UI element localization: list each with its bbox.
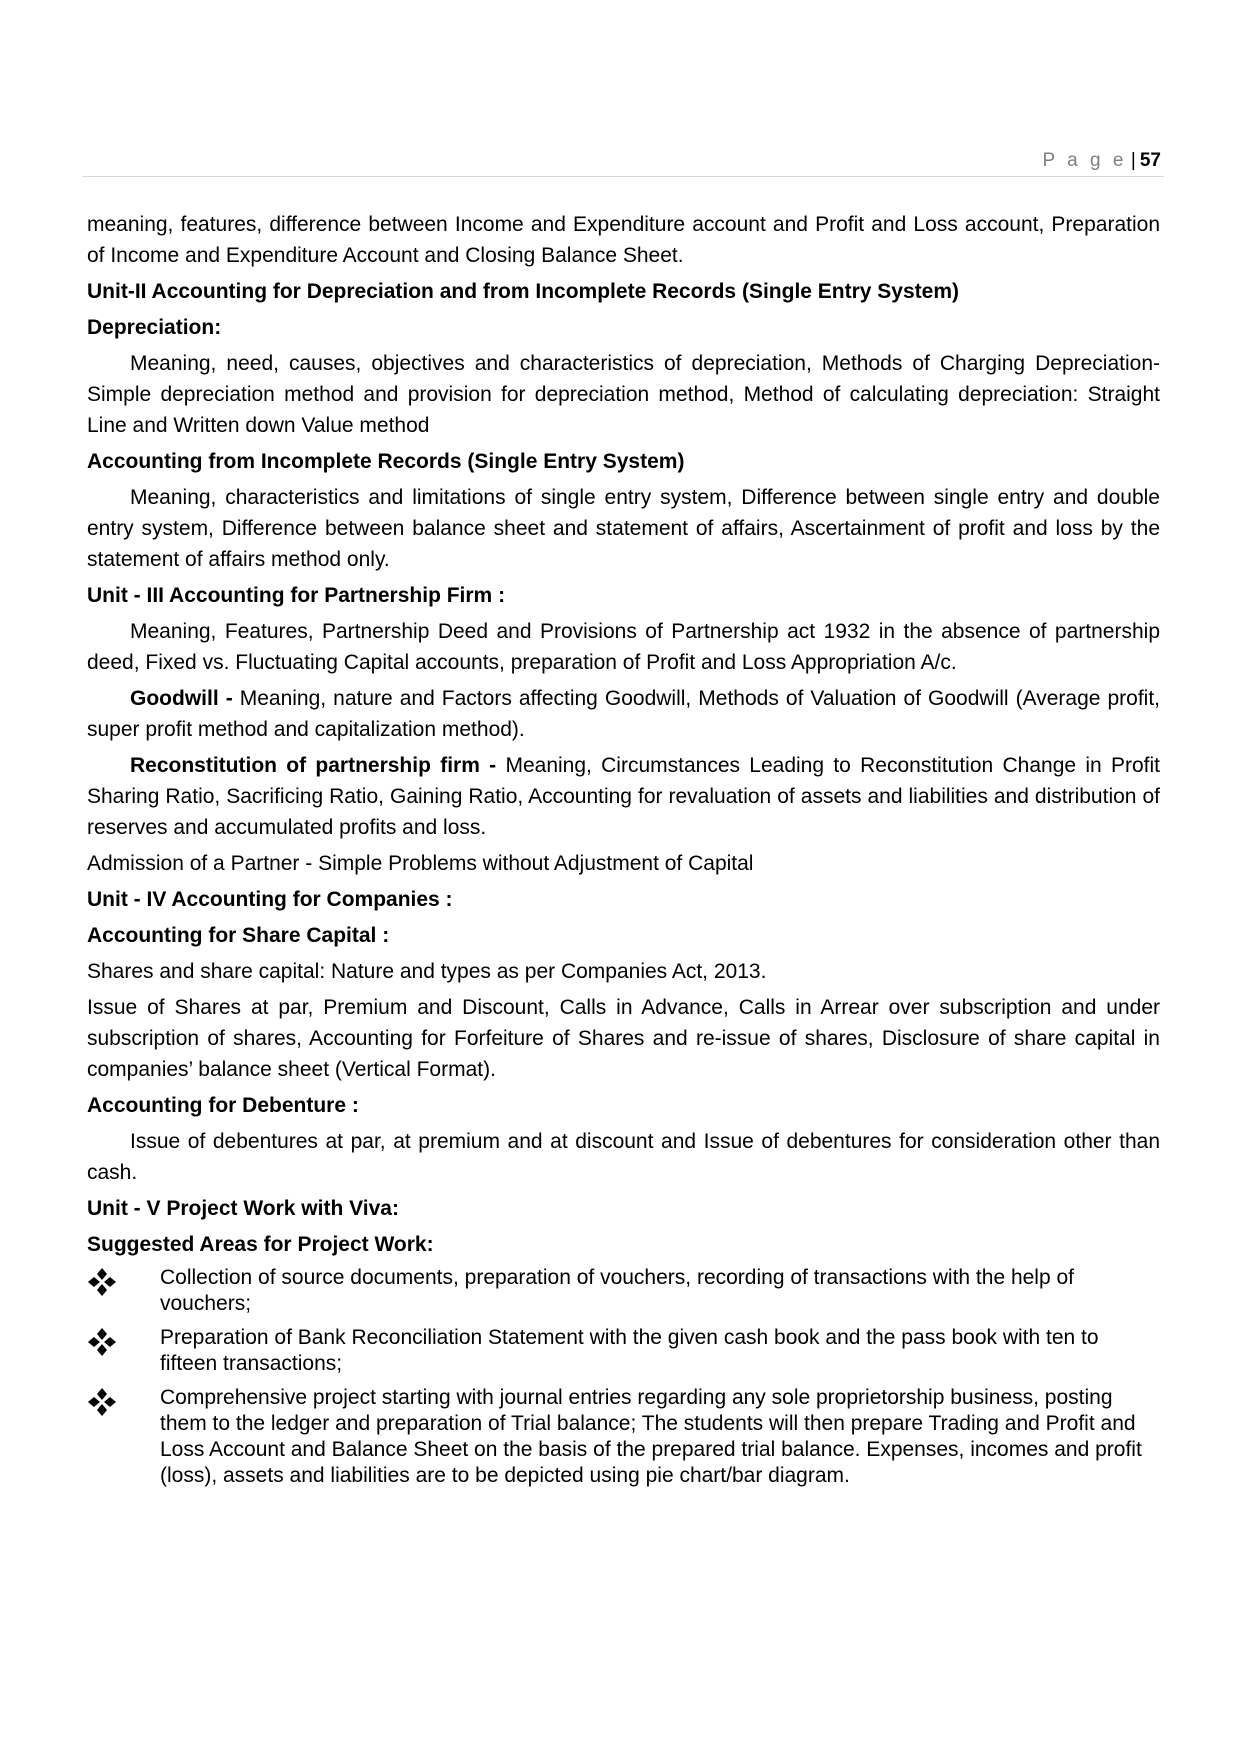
page-separator: |: [1130, 150, 1136, 171]
issue-of-shares-paragraph: Issue of Shares at par, Premium and Discount, Calls in Advance, Calls in Arrear over subscription and under subscription of shares, Accounting for Forfeiture of Shares and re-issue of shares, Disclosure of share capital in companies’ balance sheet (Vertical Format).: [87, 996, 1160, 1081]
four-diamond-bullet-icon: [87, 1327, 117, 1357]
list-item-text: Collection of source documents, preparation of vouchers, recording of transactions with the help of vouchers;: [160, 1266, 1075, 1315]
unit-5-heading: Unit - V Project Work with Viva:: [87, 1197, 399, 1220]
depreciation-paragraph: Meaning, need, causes, objectives and characteristics of depreciation, Methods of Charging Depreciation- Simple depreciation method and provision for depreciation method, Method of calculating depreciation: Straight Line and Written down Value method: [87, 352, 1160, 437]
incomplete-records-heading: Accounting from Incomplete Records (Single Entry System): [87, 450, 685, 473]
project-areas-list: [87, 1265, 1160, 1489]
page-number: 57: [1139, 150, 1161, 171]
list-item: [87, 1265, 1160, 1317]
reconstitution-text: Meaning, Circumstances Leading to Reconstitution Change in Profit Sharing Ratio, Sacrificing Ratio, Gaining Ratio, Accounting for revaluation of assets and liabilities and distribution of reserves and accumulated profits and loss.: [87, 754, 1161, 839]
page-number-label: [1043, 150, 1161, 172]
four-diamond-bullet-icon: [87, 1387, 117, 1417]
depreciation-heading: Depreciation:: [87, 316, 222, 339]
page-word: P a g e: [1042, 150, 1127, 171]
share-capital-heading: Accounting for Share Capital :: [87, 924, 390, 947]
unit-2-heading: Unit-II Accounting for Depreciation and from Incomplete Records (Single Entry System): [87, 280, 960, 303]
incomplete-records-paragraph: Meaning, characteristics and limitations of single entry system, Difference between single entry and double entry system, Difference between balance sheet and statement of affairs, Ascertainment of profit and loss by the statement of affairs method only.: [87, 486, 1160, 571]
reconstitution-label: Reconstitution of partnership firm -: [130, 754, 497, 777]
unit-4-heading: Unit - IV Accounting for Companies :: [87, 888, 453, 911]
document-body: [87, 209, 1160, 1497]
reconstitution-paragraph: [87, 750, 1160, 843]
four-diamond-bullet-icon: [87, 1267, 117, 1297]
debenture-paragraph: Issue of debentures at par, at premium and at discount and Issue of debentures for consideration other than cash.: [87, 1130, 1160, 1184]
intro-paragraph: meaning, features, difference between Income and Expenditure account and Profit and Loss account, Preparation of Income and Expenditure Account and Closing Balance Sheet.: [87, 213, 1160, 267]
list-item-text: Comprehensive project starting with journal entries regarding any sole proprietorship business, posting them to the ledger and preparation of Trial balance; The students will then prepare Trading and Profit and Loss Account and Balance Sheet on the basis of the prepared trial balance. Expenses, incomes and profit (loss), assets and liabilities are to be depicted using pie chart/bar diagram.: [160, 1386, 1142, 1487]
debenture-heading: Accounting for Debenture :: [87, 1094, 359, 1117]
list-item: [87, 1325, 1160, 1377]
admission-paragraph: Admission of a Partner - Simple Problems without Adjustment of Capital: [87, 852, 754, 875]
project-areas-heading: Suggested Areas for Project Work:: [87, 1233, 434, 1256]
unit-3-heading: Unit - III Accounting for Partnership Firm :: [87, 584, 506, 607]
goodwill-label: Goodwill -: [130, 687, 233, 710]
list-item-text: Preparation of Bank Reconciliation Statement with the given cash book and the pass book with ten to fifteen transactions;: [160, 1326, 1099, 1375]
goodwill-paragraph: [87, 683, 1160, 745]
share-capital-paragraph: Shares and share capital: Nature and types as per Companies Act, 2013.: [87, 960, 767, 983]
list-item: [87, 1385, 1160, 1489]
page-header: [82, 150, 1164, 177]
partnership-paragraph: Meaning, Features, Partnership Deed and Provisions of Partnership act 1932 in the absence of partnership deed, Fixed vs. Fluctuating Capital accounts, preparation of Profit and Loss Appropriation A/c.: [87, 620, 1160, 674]
goodwill-text: Meaning, nature and Factors affecting Goodwill, Methods of Valuation of Goodwill (Average profit, super profit method and capitalization method).: [87, 687, 1160, 741]
